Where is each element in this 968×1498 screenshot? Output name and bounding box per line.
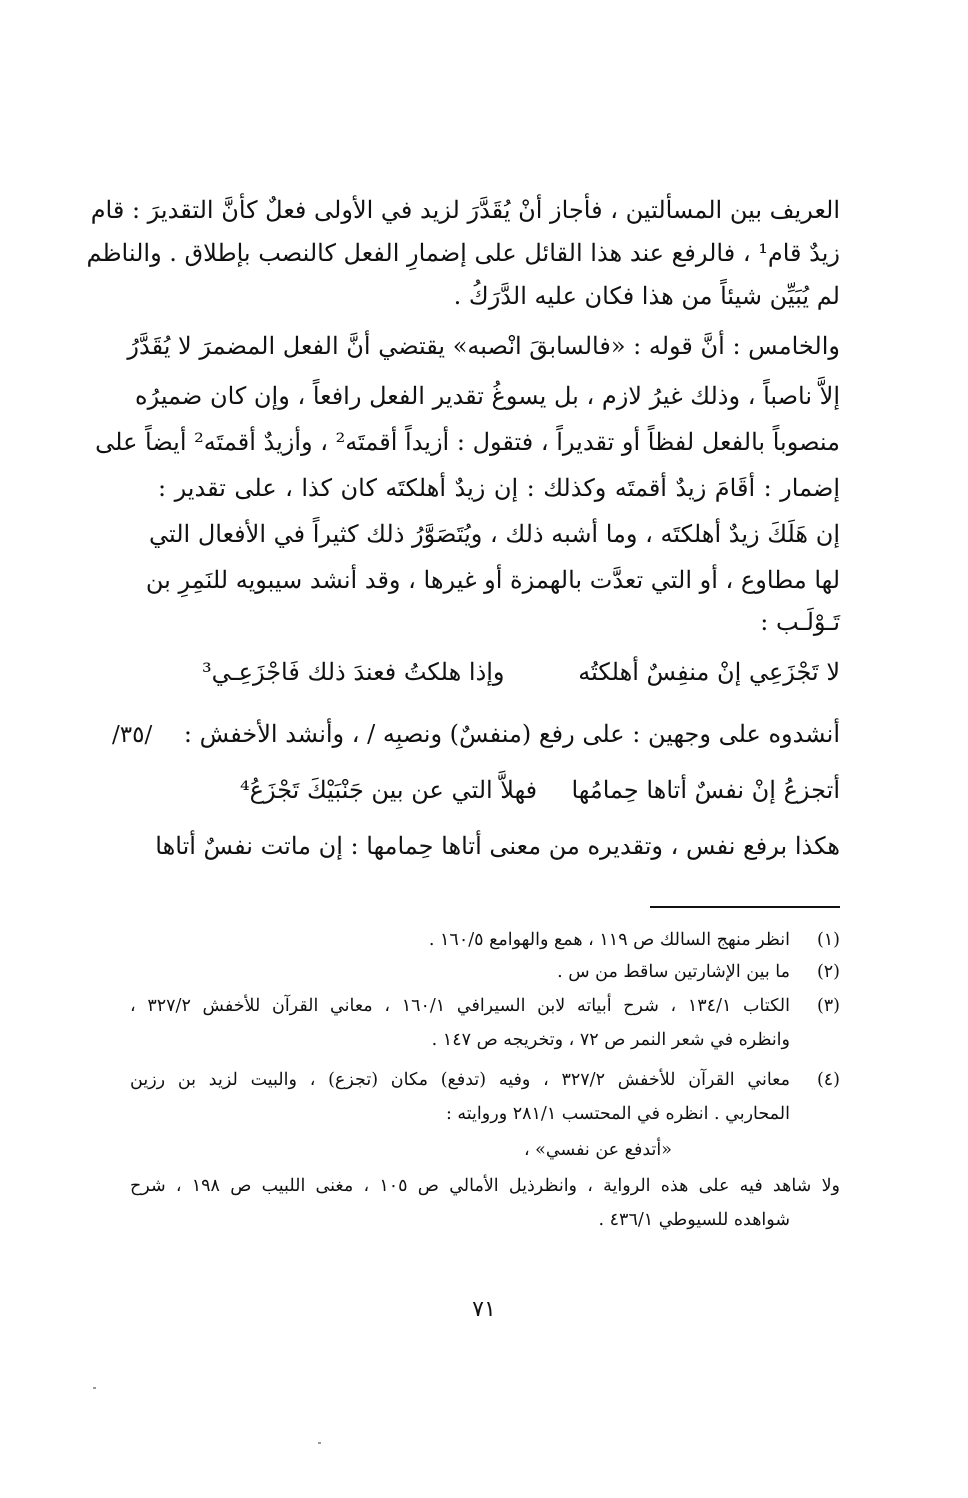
body-line-9: لها مطاوع ، أو التي تعدَّت بالهمزة أو غيرها ، وقد أنشد سيبويه للنَمِرِ بن: [145, 566, 840, 594]
body-line-2: زيدٌ قام¹ ، فالرفع عند هذا القائل على إضمارِ الفعل كالنصب بإطلاق . والناظم: [86, 239, 840, 267]
footnote-separator: [650, 906, 840, 908]
verse-2-first-hemistich: أتجزعُ إنْ نفسٌ أتاها حِمامُها: [571, 776, 840, 804]
footnote-text: «أتدفع عن نفسي» ،: [523, 1140, 672, 1160]
verse-1-second-hemistich: وإذا هلكتُ فعندَ ذلك فَاجْزَعِـي³: [202, 658, 505, 686]
body-line-3: لم يُبَيِّن شيئاً من هذا فكان عليه الدَّرَكُ .: [453, 282, 840, 310]
page-number: ٧١: [472, 1297, 496, 1322]
footnote-text: وانظره في شعر النمر ص ٧٢ ، وتخريجه ص ١٤٧ .: [431, 1030, 790, 1050]
verse-1-first-hemistich: لا تَجْزَعِي إنْ منفِسٌ أهلكتُه: [578, 658, 840, 686]
footnote-text: شواهده للسيوطي ٤٣٦/١ .: [598, 1210, 790, 1230]
scan-speck: [93, 1387, 96, 1389]
body-line-8: إن هَلَكَ زيدٌ أهلكتَه ، وما أشبه ذلك ، ويُتَصَوَّرُ ذلك كثيراً في الأفعال التي: [148, 520, 840, 548]
body-line-6: منصوباً بالفعل لفظاً أو تقديراً ، فتقول : أزيداً أقمتَه² ، وأزيدٌ أقمتَه² أيضاً على: [95, 428, 840, 456]
footnote-text: ولا شاهد فيه على هذه الرواية ، وانظرذيل الأمالي ص ١٠٥ ، مغنى اللبيب ص ١٩٨ ، شرح: [130, 1176, 841, 1196]
body-line-after-verse-1: أنشدوه على وجهين : على رفع (منفسٌ) ونصبِه / ، وأنشد الأخفش :: [183, 720, 840, 748]
footnote-number: (٣): [816, 996, 840, 1016]
footnote-number: (١): [816, 930, 840, 950]
footnote-number: (٢): [816, 962, 840, 982]
scan-speck: [318, 1442, 321, 1444]
footnote-text: ما بين الإشارتين ساقط من س .: [557, 962, 790, 982]
footnote-text: انظر منهج السالك ص ١١٩ ، همع والهوامع ١٦٠/٥ .: [428, 930, 790, 950]
footnote-text: معاني القرآن للأخفش ٣٢٧/٢ ، وفيه (تدفع) مكان (تجزع) ، والبيت لزيد بن رزين: [130, 1070, 790, 1090]
verse-2-second-hemistich: فهلاَّ التي عن بين جَنْبَيْكَ تَجْزَعُ⁴: [240, 776, 538, 804]
footnote-text: المحاربي . انظره في المحتسب ٢٨١/١ وروايته :: [445, 1104, 790, 1124]
body-line-7: إضمار : أقَامَ زيدٌ أقمتَه وكذلك : إن زيدٌ أهلكتَه كان كذا ، على تقدير :: [158, 474, 840, 502]
body-line-10: تَـوْلَـب :: [760, 608, 840, 636]
page-margin-marker: /٣٥/: [112, 722, 153, 748]
body-line-4: والخامس : أنَّ قوله : «فالسابقَ انْصبه» يقتضي أنَّ الفعل المضمرَ لا يُقَدَّرُ: [127, 332, 840, 360]
footnote-number: (٤): [816, 1070, 840, 1090]
body-line-5: إلاَّ ناصباً ، وذلك غيرُ لازم ، بل يسوغُ تقدير الفعل رافعاً ، وإن كان ضميرُه: [135, 382, 840, 410]
body-last-line: هكذا برفع نفس ، وتقديره من معنى أتاها حِمامها : إن ماتت نفسٌ أتاها: [155, 832, 840, 860]
body-line-1: العريف بين المسألتين ، فأجاز أنْ يُقَدَّرَ لزيد في الأولى فعلٌ كأنَّ التقديرَ : قام: [90, 196, 840, 224]
footnote-text: الكتاب ١٣٤/١ ، شرح أبياته لابن السيرافي ١٦٠/١ ، معاني القرآن للأخفش ٣٢٧/٢ ،: [130, 996, 791, 1016]
